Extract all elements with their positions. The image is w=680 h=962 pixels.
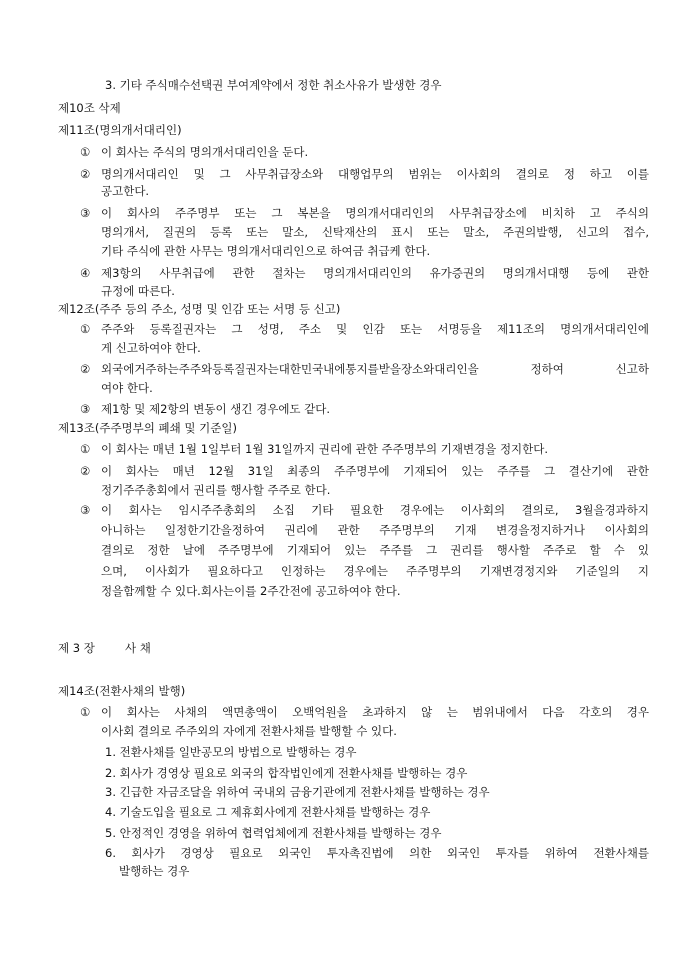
article-11-para-4: 제3항의 사무취급에 관한 절차는 명의개서대리인의 유가증권의 명의개서대행 등에 관한 (101, 266, 649, 280)
article-11-title: 제11조(명의개서대리인) (58, 123, 182, 137)
list-item: 5. 안정적인 경영을 위하여 협력업체에게 전환사채를 발행하는 경우 (105, 826, 442, 840)
list-item: 4. 기술도입을 필요로 그 제휴회사에게 전환사채를 발행하는 경우 (105, 805, 431, 819)
list-item-cont: 발행하는 경우 (119, 864, 190, 878)
article-11-para-3-cont: 기타 주식에 관한 사무는 명의개서대리인으로 하여금 취급케 한다. (101, 244, 431, 258)
para-number: ① (80, 322, 91, 336)
para-number: ② (80, 362, 91, 376)
article-13-para-3: 이 회사는 임시주주총회의 소집 기타 필요한 경우에는 이사회의 결의로, 3월을경과하지 (101, 503, 649, 517)
article-13-para-2-cont: 정기주주총회에서 권리를 행사할 주주로 한다. (101, 483, 331, 497)
article-12-para-1: 주주와 등록질권자는 그 성명, 주소 및 인감 또는 서명등을 제11조의 명의개서대리인에 (101, 322, 649, 336)
article-11-para-4-cont: 규정에 따른다. (101, 284, 175, 298)
article-13-para-3-cont: 으며, 이사회가 필요하다고 인정하는 경우에는 주주명부의 기재변경정지와 기준일의 지 (101, 564, 649, 578)
article-12-title: 제12조(주주 등의 주소, 성명 및 인감 또는 서명 등 신고) (58, 302, 341, 316)
para-number: ① (80, 145, 91, 159)
article-13-title: 제13조(주주명부의 폐쇄 및 기준일) (58, 421, 237, 435)
article-12-para-2-cont: 여야 한다. (101, 381, 153, 395)
article-14-para-1: 이 회사는 사채의 액면총액이 오백억원을 초과하지 않 는 범위내에서 다음 각호의 경우 (101, 705, 649, 719)
article-14-title: 제14조(전환사채의 발행) (58, 684, 186, 698)
article-13-para-3-cont: 결의로 정한 날에 주주명부에 기재되어 있는 주주를 그 권리를 행사할 주주로 할 수 있 (101, 543, 649, 557)
article-11-para-3-cont: 명의개서, 질권의 등록 또는 말소, 신탁재산의 표시 또는 말소, 주권의발행, 신고의 접수, (101, 225, 649, 239)
article-11-para-2: 명의개서대리인 및 그 사무취급장소와 대행업무의 범위는 이사회의 결의로 정 하고 이를 (101, 167, 649, 181)
list-item: 1. 전환사채를 일반공모의 방법으로 발행하는 경우 (105, 745, 357, 759)
list-item: 2. 회사가 경영상 필요로 외국의 합작법인에게 전환사채를 발행하는 경우 (105, 766, 468, 780)
para-number: ① (80, 442, 91, 456)
article-11-para-1: 이 회사는 주식의 명의개서대리인을 둔다. (101, 145, 309, 159)
para-number: ③ (80, 503, 91, 517)
list-item: 3. 긴급한 자금조달을 위하여 국내외 금융기관에게 전환사채를 발행하는 경우 (105, 785, 490, 799)
chapter-title: 사 채 (125, 641, 151, 655)
para-number: ② (80, 464, 91, 478)
item-3-cancellation: 3. 기타 주식매수선택권 부여계약에서 정한 취소사유가 발생한 경우 (105, 78, 442, 92)
para-number: ③ (80, 206, 91, 220)
article-13-para-3-cont: 정을함께할 수 있다.회사는이를 2주간전에 공고하여야 한다. (101, 584, 401, 598)
para-number: ③ (80, 402, 91, 416)
article-12-para-3: 제1항 및 제2항의 변동이 생긴 경우에도 같다. (101, 402, 331, 416)
chapter-number: 제 3 장 (58, 641, 95, 655)
article-11-para-3: 이 회사의 주주명부 또는 그 복본을 명의개서대리인의 사무취급장소에 비치하 고 주식의 (101, 206, 649, 220)
para-number: ④ (80, 266, 91, 280)
para-number: ① (80, 705, 91, 719)
article-11-para-2-cont: 공고한다. (101, 184, 150, 198)
article-10: 제10조 삭제 (58, 101, 121, 115)
para-number: ② (80, 167, 91, 181)
article-12-para-1-cont: 게 신고하여야 한다. (101, 341, 201, 355)
article-13-para-3-cont: 아니하는 일정한기간을정하여 권리에 관한 주주명부의 기재 변경을정지하거나 이사회의 (101, 523, 649, 537)
article-13-para-1: 이 회사는 매년 1월 1일부터 1월 31일까지 권리에 관한 주주명부의 기재변경을 정지한다. (101, 442, 549, 456)
article-14-para-1-cont: 이사회 결의로 주주외의 자에게 전환사채를 발행할 수 있다. (101, 724, 397, 738)
list-item: 6. 회사가 경영상 필요로 외국인 투자촉진법에 의한 외국인 투자를 위하여 전환사채를 (105, 846, 649, 860)
article-13-para-2: 이 회사는 매년 12월 31일 최종의 주주명부에 기재되어 있는 주주를 그 결산기에 관한 (101, 464, 649, 478)
article-12-para-2: 외국에거주하는주주와등록질권자는대한민국내에통지를받을장소와대리인을 정하여 신고하 (101, 362, 649, 376)
